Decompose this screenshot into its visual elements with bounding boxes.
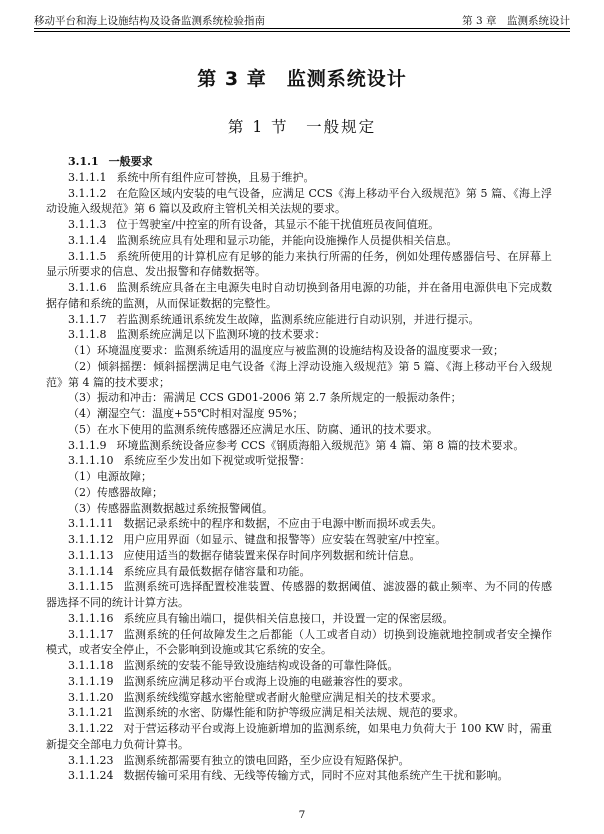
clause-number: 3.1.1.9 (68, 438, 107, 452)
paragraph (46, 249, 552, 281)
paragraph (46, 532, 552, 548)
paragraph (46, 768, 552, 784)
clause-number: 3.1.1.13 (68, 548, 114, 562)
clause-number: 3.1.1.24 (68, 769, 114, 783)
clause-text: 监测系统应满足移动平台或海上设施的电磁兼容性的要求。 (123, 674, 410, 688)
clause-number: 3.1.1.21 (68, 706, 114, 720)
clause-text: 若监测系统通讯系统发生故障，监测系统应能进行自动识别，并进行提示。 (116, 312, 480, 326)
paragraph (46, 422, 552, 438)
paragraph (46, 170, 552, 186)
clause-text: 监测系统都需要有独立的馈电回路，至少应设有短路保护。 (123, 753, 410, 767)
clause-number: 3.1.1.4 (68, 233, 107, 247)
paragraph (46, 579, 552, 611)
page-number: 7 (298, 809, 306, 821)
paragraph (46, 280, 552, 312)
clause-number: 3.1.1.5 (68, 249, 107, 263)
clause-text: 应使用适当的数据存储装置来保存时间序列数据和统计信息。 (123, 548, 421, 562)
clause-text: 监测系统可选择配置校准装置、传感器的数据阈值、滤波器的截止频率、为不同的传感器选择不同的统计计算方法。 (46, 580, 552, 609)
clause-text: （3）振动和冲击：需满足 CCS GD01-2006 第 2.7 条所规定的一般振动条件； (68, 391, 462, 405)
clause-text: （3）传感器监测数据越过系统报警阈值。 (68, 501, 273, 515)
clause-text: 位于驾驶室/中控室的所有设备，其显示不能干扰值班员夜间值班。 (116, 218, 440, 231)
clause-text: 监测系统的任何故障发生之后都能（人工或者自动）切换到设施就地控制或者安全操作模式，或者安全停止，不会影响到设施或其它系统的安全。 (46, 627, 552, 657)
paragraph (46, 627, 552, 659)
header-book-title: 移动平台和海上设施结构及设备监测系统检验指南 (34, 15, 265, 27)
clause-text: 监测系统应满足以下监测环境的技术要求： (116, 328, 326, 342)
section-title: 第 1 节 一般规定 (227, 118, 377, 136)
paragraph (46, 721, 552, 753)
body-text (46, 154, 552, 784)
clause-number: 3.1.1.17 (68, 627, 114, 641)
paragraph (46, 217, 552, 233)
paragraph (46, 690, 552, 706)
clause-text: 监测系统线缆穿越水密舱壁或者耐火舱壁应满足相关的技术要求。 (123, 690, 443, 704)
clause-number: 3.1.1.14 (68, 564, 114, 578)
clause-text: 系统应具有输出端口，提供相关信息接口，并设置一定的保密层级。 (123, 611, 454, 625)
paragraph (46, 312, 552, 328)
clause-number: 3.1.1.8 (68, 328, 107, 342)
clause-number: 3.1.1 (68, 155, 99, 168)
clause-text: 监测系统应具有处理和显示功能，并能向设施操作人员提供相关信息。 (116, 233, 458, 247)
clause-text: 系统所使用的计算机应有足够的能力来执行所需的任务，例如处理传感器信号、在屏幕上显示所要求的信息、发出报警和存储数据等。 (46, 249, 552, 279)
header-rule-thin (34, 31, 570, 32)
clause-number: 3.1.1.18 (68, 659, 114, 672)
clause-number: 3.1.1.11 (68, 517, 114, 531)
paragraph (46, 658, 552, 674)
clause-text: 数据传输可采用有线、无线等传输方式，同时不应对其他系统产生干扰和影响。 (123, 769, 509, 783)
paragraph (46, 327, 552, 343)
clause-number: 3.1.1.10 (68, 454, 114, 468)
paragraph (46, 359, 552, 391)
running-header (34, 10, 570, 28)
clause-text: 系统中所有组件应可替换，且易于维护。 (116, 170, 315, 184)
clause-text: （2）倾斜摇摆：倾斜摇摆满足电气设备《海上浮动设施入级规范》第 5 篇、《海上移动平台入级规范》第 4 篇的技术要求； (46, 359, 552, 389)
clause-number: 3.1.1.23 (68, 753, 114, 767)
paragraph (46, 154, 552, 170)
clause-text: 系统应具有最低数据存储容量和功能。 (123, 564, 311, 578)
paragraph (46, 564, 552, 580)
paragraph (46, 406, 552, 422)
clause-text: 监测系统应具备在主电源失电时自动切换到备用电源的功能，并在备用电源供电下完成数据存储和系统的监测，从而保证数据的完整性。 (46, 281, 552, 310)
paragraph (46, 501, 552, 517)
paragraph (46, 453, 552, 469)
paragraph (46, 674, 552, 690)
clause-number: 3.1.1.3 (68, 218, 107, 231)
chapter-title: 第 3 章 监测系统设计 (197, 68, 407, 90)
paragraph (46, 705, 552, 721)
clause-text: 用户应用界面（如显示、键盘和报警等）应安装在驾驶室/中控室。 (123, 533, 447, 546)
clause-text: 环境监测系统设备应参考 CCS《钢质海船入级规范》第 4 篇、第 8 篇的技术要求。 (116, 438, 525, 452)
clause-text: 在危险区域内安装的电气设备，应满足 CCS《海上移动平台入级规范》第 5 篇、《海上浮动设施入级规范》第 6 篇以及政府主管机关相关法规的要求。 (46, 186, 552, 216)
header-chapter-label: 第 3 章 监测系统设计 (462, 15, 570, 27)
paragraph (46, 516, 552, 532)
paragraph (46, 233, 552, 249)
header-rule (34, 28, 570, 29)
clause-text: （5）在水下使用的监测系统传感器还应满足水压、防腐、通讯的技术要求。 (68, 422, 438, 436)
clause-text: 一般要求 (108, 155, 153, 168)
clause-number: 3.1.1.15 (68, 580, 114, 594)
paragraph (46, 469, 552, 485)
clause-text: （1）电源故障； (68, 470, 152, 483)
clause-number: 3.1.1.7 (68, 312, 107, 326)
paragraph (46, 186, 552, 218)
paragraph (46, 390, 552, 406)
clause-number: 3.1.1.1 (68, 170, 107, 184)
clause-text: （1）环境温度要求：监测系统适用的温度应与被监测的设施结构及设备的温度要求一致； (68, 344, 504, 357)
clause-text: 监测系统的安装不能导致设施结构或设备的可靠性降低。 (123, 659, 399, 672)
clause-number: 3.1.1.2 (68, 186, 107, 200)
clause-number: 3.1.1.19 (68, 674, 114, 688)
clause-text: （2）传感器故障； (68, 485, 163, 499)
clause-number: 3.1.1.12 (68, 533, 114, 546)
paragraph (46, 753, 552, 769)
clause-text: 数据记录系统中的程序和数据，不应由于电源中断而损坏或丢失。 (123, 517, 443, 531)
clause-number: 3.1.1.6 (68, 281, 107, 294)
paragraph (46, 438, 552, 454)
clause-text: 对于营运移动平台或海上设施新增加的监测系统，如果电力负荷大于 100 KW 时，需重新提交全部电力负荷计算书。 (46, 722, 552, 751)
clause-number: 3.1.1.16 (68, 611, 114, 625)
clause-number: 3.1.1.22 (68, 722, 114, 735)
paragraph (46, 485, 552, 501)
paragraph (46, 343, 552, 359)
clause-text: 系统应至少发出如下视觉或听觉报警： (123, 454, 311, 468)
paragraph (46, 548, 552, 564)
paragraph (46, 611, 552, 627)
clause-text: 监测系统的水密、防爆性能和防护等级应满足相关法规、规范的要求。 (123, 706, 465, 720)
clause-text: （4）潮湿空气：温度+55℃时相对湿度 95%； (68, 407, 304, 420)
clause-number: 3.1.1.20 (68, 690, 114, 704)
